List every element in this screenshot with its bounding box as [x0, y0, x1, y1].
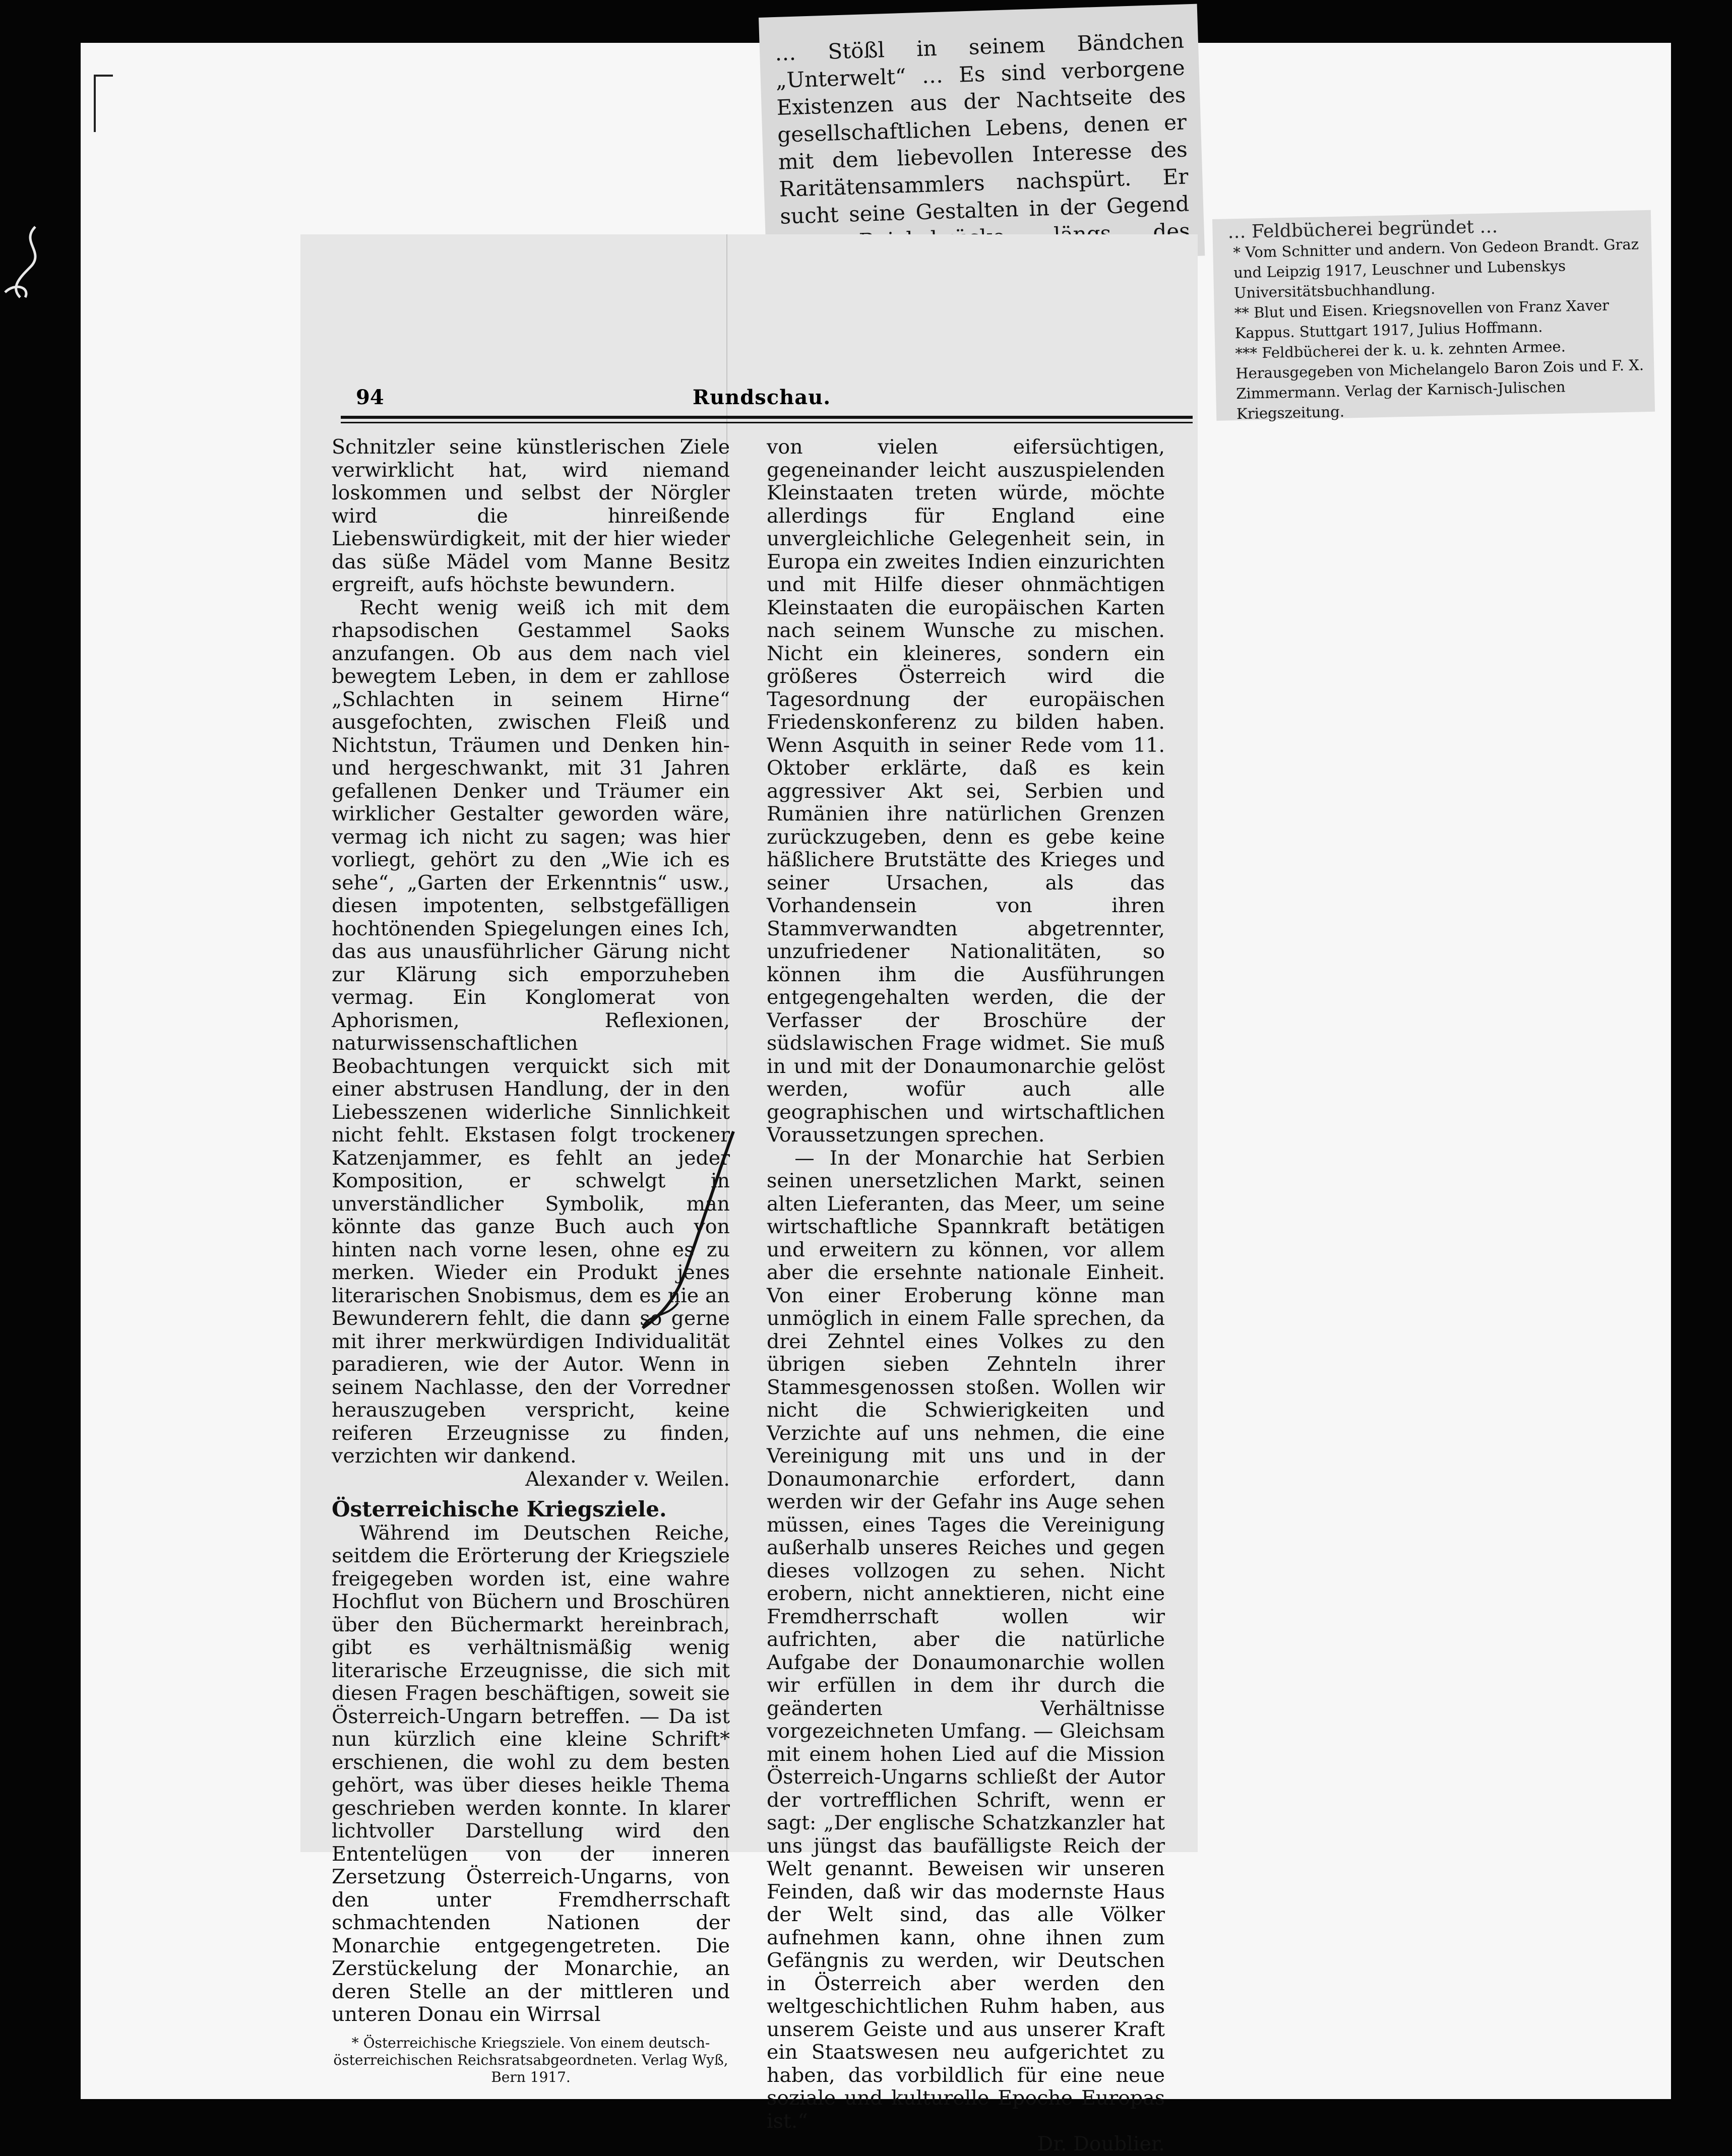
right-footnote-3: *** Feldbücherei der k. u. k. zehnten Armee. Herausgegeben von Michelangelo Baron Zois und F. X. Zimmermann. Verlag der Karnisch-Julischen Kriegszeitung.: [1235, 338, 1644, 423]
right-column: [767, 436, 1165, 2156]
left-paragraph-2: Recht wenig weiß ich mit dem rhapsodischen Gestammel Saoks anzufangen. Ob aus dem nach viel bewegtem Leben, in dem er zahllose „Schlachten in seinem Hirne“ ausgefochten, zwischen Fleiß und Nichtstun, Träumen und Denken hin- und hergeschwankt, mit 31 Jahren gefallenen Denker und Träumer ein wirklicher Gestalter geworden wäre, vermag ich nicht zu sagen; was hier vorliegt, gehört zu den „Wie ich es sehe“, „Garten der Erkenntnis“ usw., diesen impotenten, selbstgefälligen hochtönenden Spiegelungen eines Ich, das aus unausführlicher Gärung nicht zur Klärung sich emporzuheben vermag. Ein Konglomerat von Aphorismen, Reflexionen, naturwissenschaftlichen Beobachtungen verquickt sich mit einer abstrusen Handlung, der in den Liebesszenen widerliche Sinnlichkeit nicht fehlt. Ekstasen folgt trockener Katzenjammer, es fehlt an jeder Komposition, er schwelgt in unverständlicher Symbolik, man könnte das ganze Buch auch von hinten nach vorne lesen, ohne es zu merken. Wieder ein Produkt jenes literarischen Snobismus, dem es nie an Bewunderern fehlt, die dann so gerne mit ihrer merkwürdigen Individualität paradieren, wie der Autor. Wenn in seinem Nachlasse, den der Vorredner herauszugeben verspricht, keine reiferen Erzeugnisse zu finden, verzichten wir dankend.: [332, 596, 730, 1468]
left-paragraph-3: Während im Deutschen Reiche, seitdem die Erörterung der Kriegsziele freigegeben worden ist, eine wahre Hochflut von Büchern und Broschüren über den Büchermarkt hereinbrach, gibt es verhältnismäßig wenig literarische Erzeugnisse, die sich mit diesen Fragen beschäftigen, soweit sie Österreich-Ungarn betreffen. — Da ist nun kürzlich eine kleine Schrift* erschienen, die wohl zu dem besten gehört, was über dieses heikle Thema geschrieben werden konnte. In klarer lichtvoller Darstellung wird den Ententelügen von der inneren Zersetzung Österreich-Ungarns, von den unter Fremdherrschaft schmachtenden Nationen der Monarchie entgegengetreten. Die Zerstückelung der Monarchie, an deren Stelle an der mittleren und unteren Donau ein Wirrsal: [332, 1521, 730, 2026]
main-clipping: [300, 234, 1198, 2155]
left-footnote: * Österreichische Kriegsziele. Von einem deutsch-österreichischen Reichsratsabgeordneten. Verlag Wyß, Bern 1917.: [333, 2034, 728, 2085]
right-clipping-cut-line: … Feldbücherei begründet …: [1227, 216, 1498, 243]
right-paragraph-1: von vielen eifersüchtigen, gegeneinander leicht auszuspielenden Kleinstaaten treten würde, möchte allerdings für England eine unvergleichliche Gelegenheit sein, in Europa ein zweites Indien einzurichten und mit Hilfe dieser ohnmächtigen Kleinstaaten die europäischen Karten nach seinem Wunsche zu mischen. Nicht ein kleineres, sondern ein größeres Österreich wird die Tagesordnung der europäischen Friedenskonferenz zu bilden haben. Wenn Asquith in seiner Rede vom 11. Oktober erklärte, daß es kein aggressiver Akt sei, Serbien und Rumänien ihre natürlichen Grenzen zurückzugeben, denn es gebe keine häßlichere Brutstätte des Krieges und seiner Ursachen, als das Vorhandensein von ihren Stammverwandten abgetrennter, unzufriedener Nationalitäten, so können ihm die Ausführungen entgegengehalten werden, die der Verfasser der Broschüre der südslawischen Frage widmet. Sie muß in und mit der Donaumonarchie gelöst werden, wofür auch alle geographischen und wirtschaftlichen Voraussetzungen sprechen.: [767, 435, 1165, 1147]
top-clipping-text: … Stößl in seinem Bändchen „Unterwelt“ … Es sind verborgene Existenzen aus der Nachtseite des gesellschaftlichen Lebens, denen er mit dem liebevollen Interesse des Raritätensammlers nachspürt. Er sucht seine Gestalten in der Gegend des: [774, 28, 1191, 244]
top-clipping: [759, 4, 1205, 270]
pen-check-mark: [638, 1126, 738, 1338]
left-paragraph-1: Schnitzler seine künstlerischen Ziele verwirklicht hat, wird niemand loskommen und selbst der Nörgler wird die hinreißende Liebenswürdigkeit, mit der hier wieder das süße Mädel vom Manne Besitz ergreift, aufs höchste bewundern.: [332, 435, 730, 596]
corner-mark: [94, 75, 113, 132]
section-heading: Österreichische Kriegsziele.: [332, 1497, 667, 1521]
header-rule-thick: [341, 416, 1193, 419]
right-clipping: [1212, 210, 1655, 421]
header-rule-thin: [341, 422, 1193, 423]
running-head: Rundschau.: [692, 386, 831, 409]
right-footnote-2: ** Blut und Eisen. Kriegsnovellen von Franz Xaver Kappus. Stuttgart 1917, Julius Hoffmann.: [1234, 296, 1610, 342]
signature-weilen: Alexander v. Weilen.: [525, 1467, 730, 1491]
page-header: [356, 386, 1167, 411]
page-number: 94: [356, 386, 384, 409]
right-footnote-1: * Vom Schnitter und andern. Von Gedeon Brandt. Graz und Leipzig 1917, Leuschner und Lubenskys Universitätsbuchhandlung.: [1233, 235, 1639, 302]
margin-pen-mark: [0, 222, 60, 302]
signature-doublier: Dr. Doublier.: [1037, 2132, 1165, 2155]
right-paragraph-2: — In der Monarchie hat Serbien seinen unersetzlichen Markt, seinen alten Lieferanten, das Meer, um seine wirtschaftliche Spannkraft betätigen und erweitern zu können, vor allem aber die ersehnte nationale Einheit. Von einer Eroberung könne man unmöglich in einem Falle sprechen, da drei Zehntel eines Volkes zu den übrigen sieben Zehnteln ihrer Stammesgenossen stoßen. Wollen wir nicht die Schwierigkeiten und Verzichte auf uns nehmen, die eine Vereinigung mit uns und in der Donaumonarchie erfordert, dann werden wir der Gefahr ins Auge sehen müssen, eines Tages die Vereinigung außerhalb unseres Reiches und gegen dieses vollzogen zu sehen. Nicht erobern, nicht annektieren, nicht eine Fremdherrschaft wollen wir aufrichten, aber die natürliche Aufgabe der Donaumonarchie wollen wir erfüllen in dem ihr durch die geänderten Verhältnisse vorgezeichneten Umfang. — Gleichsam mit einem hohen Lied auf die Mission Österreich-Ungarns schließt der Autor der vortrefflichen Schrift, wenn er sagt: „Der englische Schatzkanzler hat uns jüngst das baufälligste Reich der Welt genannt. Beweisen wir unseren Feinden, daß wir das modernste Haus der Welt sind, das alle Völker aufnehmen kann, ohne ihnen zum Gefängnis zu werden, wir Deutschen in Österreich aber werden den weltgeschichtlichen Ruhm haben, aus unserem Geiste und aus unserer Kraft ein Staatswesen neu aufgerichtet zu haben, das vorbildlich für eine neue soziale und kulturelle Epoche Europas ist.“: [767, 1146, 1165, 2133]
